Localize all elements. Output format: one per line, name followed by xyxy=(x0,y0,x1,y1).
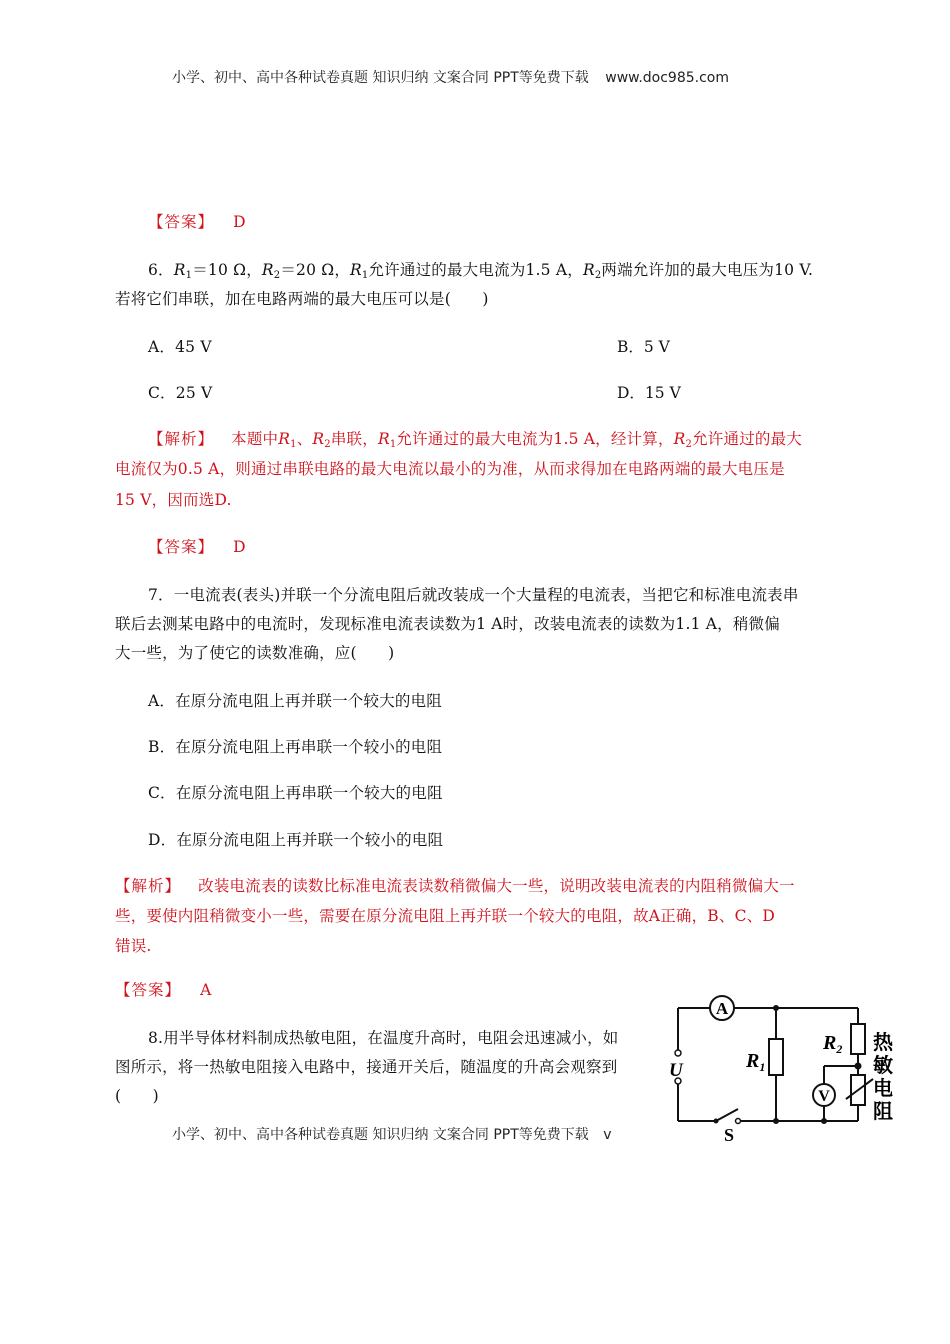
page-header xyxy=(172,67,729,87)
q8-stem-line1: 8.用半导体材料制成热敏电阻，在温度升高时，电阻会迅速减小，如 xyxy=(148,1029,619,1047)
r1-label: $R_1$ xyxy=(746,1050,766,1074)
q7-answer: 【答案】 A xyxy=(115,981,212,999)
svg-text:敏: 敏 xyxy=(873,1055,893,1077)
q7-analysis-line1: 【解析】 改装电流表的读数比标准电流表读数稍微偏大一些，说明改装电流表的内阻稍微偏大一 xyxy=(115,877,795,895)
q6-option-c[interactable]: C．25 V xyxy=(148,384,213,402)
q7-stem-line3: 大一些，为了使它的读数准确，应( ) xyxy=(115,644,395,662)
source-label: U xyxy=(669,1060,683,1081)
switch-contact xyxy=(714,1119,719,1124)
q6-stem-line2: 若将它们串联，加在电路两端的最大电压可以是( ) xyxy=(115,290,489,308)
footer-text: 小学、初中、高中各种试卷真题 知识归纳 文案合同 PPT等免费下载 xyxy=(172,1127,589,1143)
thermistor-label xyxy=(873,1030,894,1123)
q6-option-b[interactable]: B．5 V xyxy=(617,338,670,356)
q8-stem-line2: 图所示，将一热敏电阻接入电路中，接通开关后，随温度的升高会观察到 xyxy=(115,1058,618,1076)
r2-label: $R_2$ xyxy=(823,1032,843,1056)
q6-answer: 【答案】 D xyxy=(148,538,246,556)
source-terminal-top xyxy=(675,1050,681,1056)
svg-text:热: 热 xyxy=(873,1032,893,1054)
page-footer xyxy=(172,1124,612,1144)
switch-contact-open xyxy=(736,1119,741,1124)
q7-option-b[interactable]: B．在原分流电阻上再串联一个较小的电阻 xyxy=(148,738,443,756)
q6-analysis-line1: 【解析】 本题中$R_1$、$R_2$串联，$R_1$允许通过的最大电流为1.5 A，经计算，$R_2$允许通过的最大 xyxy=(148,430,803,450)
header-text: 小学、初中、高中各种试卷真题 知识归纳 文案合同 PPT等免费下载 xyxy=(172,70,589,86)
header-url[interactable]: www.doc985.com xyxy=(605,70,729,86)
svg-text:阻: 阻 xyxy=(873,1101,893,1123)
q7-option-c[interactable]: C．在原分流电阻上再串联一个较大的电阻 xyxy=(148,784,443,802)
voltmeter-label: V xyxy=(818,1088,830,1105)
svg-text:电: 电 xyxy=(873,1078,893,1100)
q7-analysis-line3: 错误. xyxy=(115,937,152,955)
q7-stem-line2: 联后去测某电路中的电流时，发现标准电流表读数为1 A时，改装电流表的读数为1.1 A，稍微偏 xyxy=(115,615,780,633)
q6-option-a[interactable]: A．45 V xyxy=(148,338,212,356)
q7-option-a[interactable]: A．在原分流电阻上再并联一个较大的电阻 xyxy=(148,692,442,710)
ammeter-label: A xyxy=(715,999,729,1018)
footer-tail: v xyxy=(603,1127,612,1143)
resistor-r1 xyxy=(769,1039,783,1075)
q7-analysis-line2: 些，要使内阻稍微变小一些，需要在原分流电阻上再并联一个较大的电阻，故A正确，B、C、D xyxy=(115,907,775,925)
q6-option-d[interactable]: D．15 V xyxy=(617,384,681,402)
switch-label: S xyxy=(724,1125,735,1143)
q6-stem-line1: 6．$R_1=10$ Ω，$R_2=20$ Ω，$R_1$允许通过的最大电流为1.5 A，$R_2$两端允许加的最大电压为10 V. xyxy=(148,261,814,281)
circuit-diagram xyxy=(660,993,905,1143)
q7-stem-line1: 7．一电流表(表头)并联一个分流电阻后就改装成一个大量程的电流表，当把它和标准电流表串 xyxy=(148,586,799,604)
junction-dot xyxy=(821,1118,827,1124)
q6-analysis-line2: 电流仅为0.5 A，则通过串联电路的最大电流以最小的为准，从而求得加在电路两端的最大电压是 xyxy=(115,460,785,478)
q6-analysis-line3: 15 V，因而选D. xyxy=(115,491,232,509)
answer-5: 【答案】 D xyxy=(148,213,246,231)
junction-dot xyxy=(855,1063,862,1070)
q7-option-d[interactable]: D．在原分流电阻上再并联一个较小的电阻 xyxy=(148,831,444,849)
junction-dot xyxy=(773,1118,779,1124)
q8-stem-line3: ( ) xyxy=(115,1087,159,1105)
resistor-r2 xyxy=(851,1024,865,1054)
junction-dot xyxy=(773,1005,779,1011)
